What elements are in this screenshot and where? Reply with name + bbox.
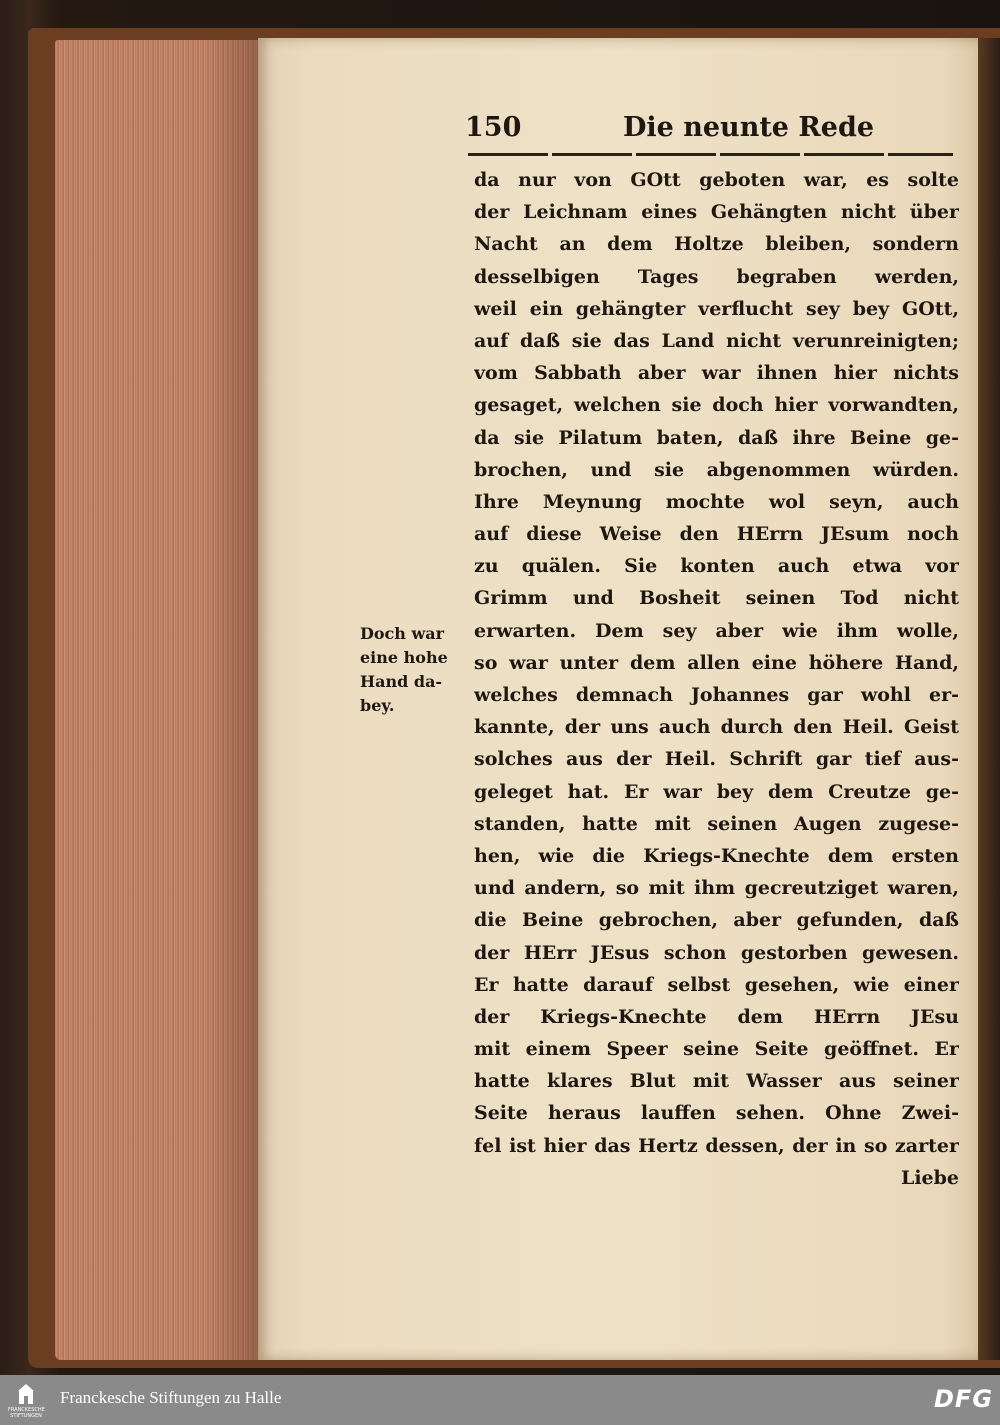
text-line: brochen, und sie abgenommen würden. [474,458,959,481]
text-line: weil ein gehängter verflucht sey bey GOtt, [474,297,959,320]
text-line: standen, hatte mit seinen Augen zugese- [474,812,959,835]
text-line: Ihre Meynung mochte wol seyn, auch [474,490,959,513]
page-header [465,112,955,148]
institution-logo [8,1380,44,1420]
logo-text-line: FRANCKESCHE [8,1407,45,1413]
text-line: auf daß sie das Land nicht verunreinigten; [474,329,959,352]
text-line: welches demnach Johannes gar wohl er- [474,684,959,706]
marginal-note-line: Doch war [360,624,445,643]
text-line: Grimm und Bosheit seinen Tod nicht [474,587,959,610]
text-line: so war unter dem allen eine höhere Hand, [474,651,959,674]
footer-bar [0,1375,1000,1425]
text-line: vom Sabbath aber war ihnen hier nichts [474,362,959,385]
text-line: Er hatte darauf selbst gesehen, wie einer [474,973,959,996]
text-line: zu quälen. Sie konten auch etwa vor [474,555,959,578]
header-rule [468,153,953,156]
catchword: Liebe [900,1166,959,1189]
text-line: desselbigen Tages begraben werden, [474,265,959,288]
text-line: da sie Pilatum baten, daß ihre Beine ge- [474,426,959,449]
text-line: auf diese Weise den HErrn JEsum noch [474,523,959,546]
gutter-shadow [978,38,1000,1360]
dfg-logo: DFG [934,1385,994,1413]
text-line: Seite heraus lauffen sehen. Ohne Zwei- [474,1102,959,1125]
marginal-note-line: bey. [360,696,395,715]
text-line: fel ist hier das Hertz dessen, der in so zarter [474,1134,959,1157]
text-line: da nur von GOtt geboten war, es solte [474,169,959,191]
page-number: 150 [465,112,522,143]
text-line: mit einem Speer seine Seite geöffnet. Er [474,1038,959,1061]
marginal-note-line: eine hohe [360,648,448,667]
text-line: erwarten. Dem sey aber wie ihm wolle, [474,619,959,642]
body-text [474,164,959,1194]
running-title: Die neunte Rede [623,112,875,143]
text-line: hen, wie die Kriegs-Knechte dem ersten [474,844,959,867]
text-line: geleget hat. Er war bey dem Creutze ge- [474,780,959,803]
page-block-edges [55,40,265,1360]
text-line: der Kriegs-Knechte dem HErrn JEsu [474,1005,959,1028]
text-line: kannte, der uns auch durch den Heil. Geist [474,716,959,739]
text-line: solches aus der Heil. Schrift gar tief aus- [474,748,959,771]
marginal-note [360,622,472,718]
marginal-note-line: Hand da- [360,672,443,691]
text-line: die Beine gebrochen, aber gefunden, daß [474,909,959,932]
text-line: der HErr JEsus schon gestorben gewesen. [474,941,959,964]
text-line: Nacht an dem Holtze bleiben, sondern [474,233,959,256]
building-icon [17,1382,35,1404]
text-line: der Leichnam eines Gehängten nicht über [474,201,959,224]
text-line: gesaget, welchen sie doch hier vorwandten, [474,394,959,417]
logo-text-line: STIFTUNGEN [10,1413,42,1419]
institution-name: Franckesche Stiftungen zu Halle [60,1388,282,1407]
text-line: hatte klares Blut mit Wasser aus seiner [474,1070,959,1093]
text-line: und andern, so mit ihm gecreutziget waren, [474,877,959,900]
